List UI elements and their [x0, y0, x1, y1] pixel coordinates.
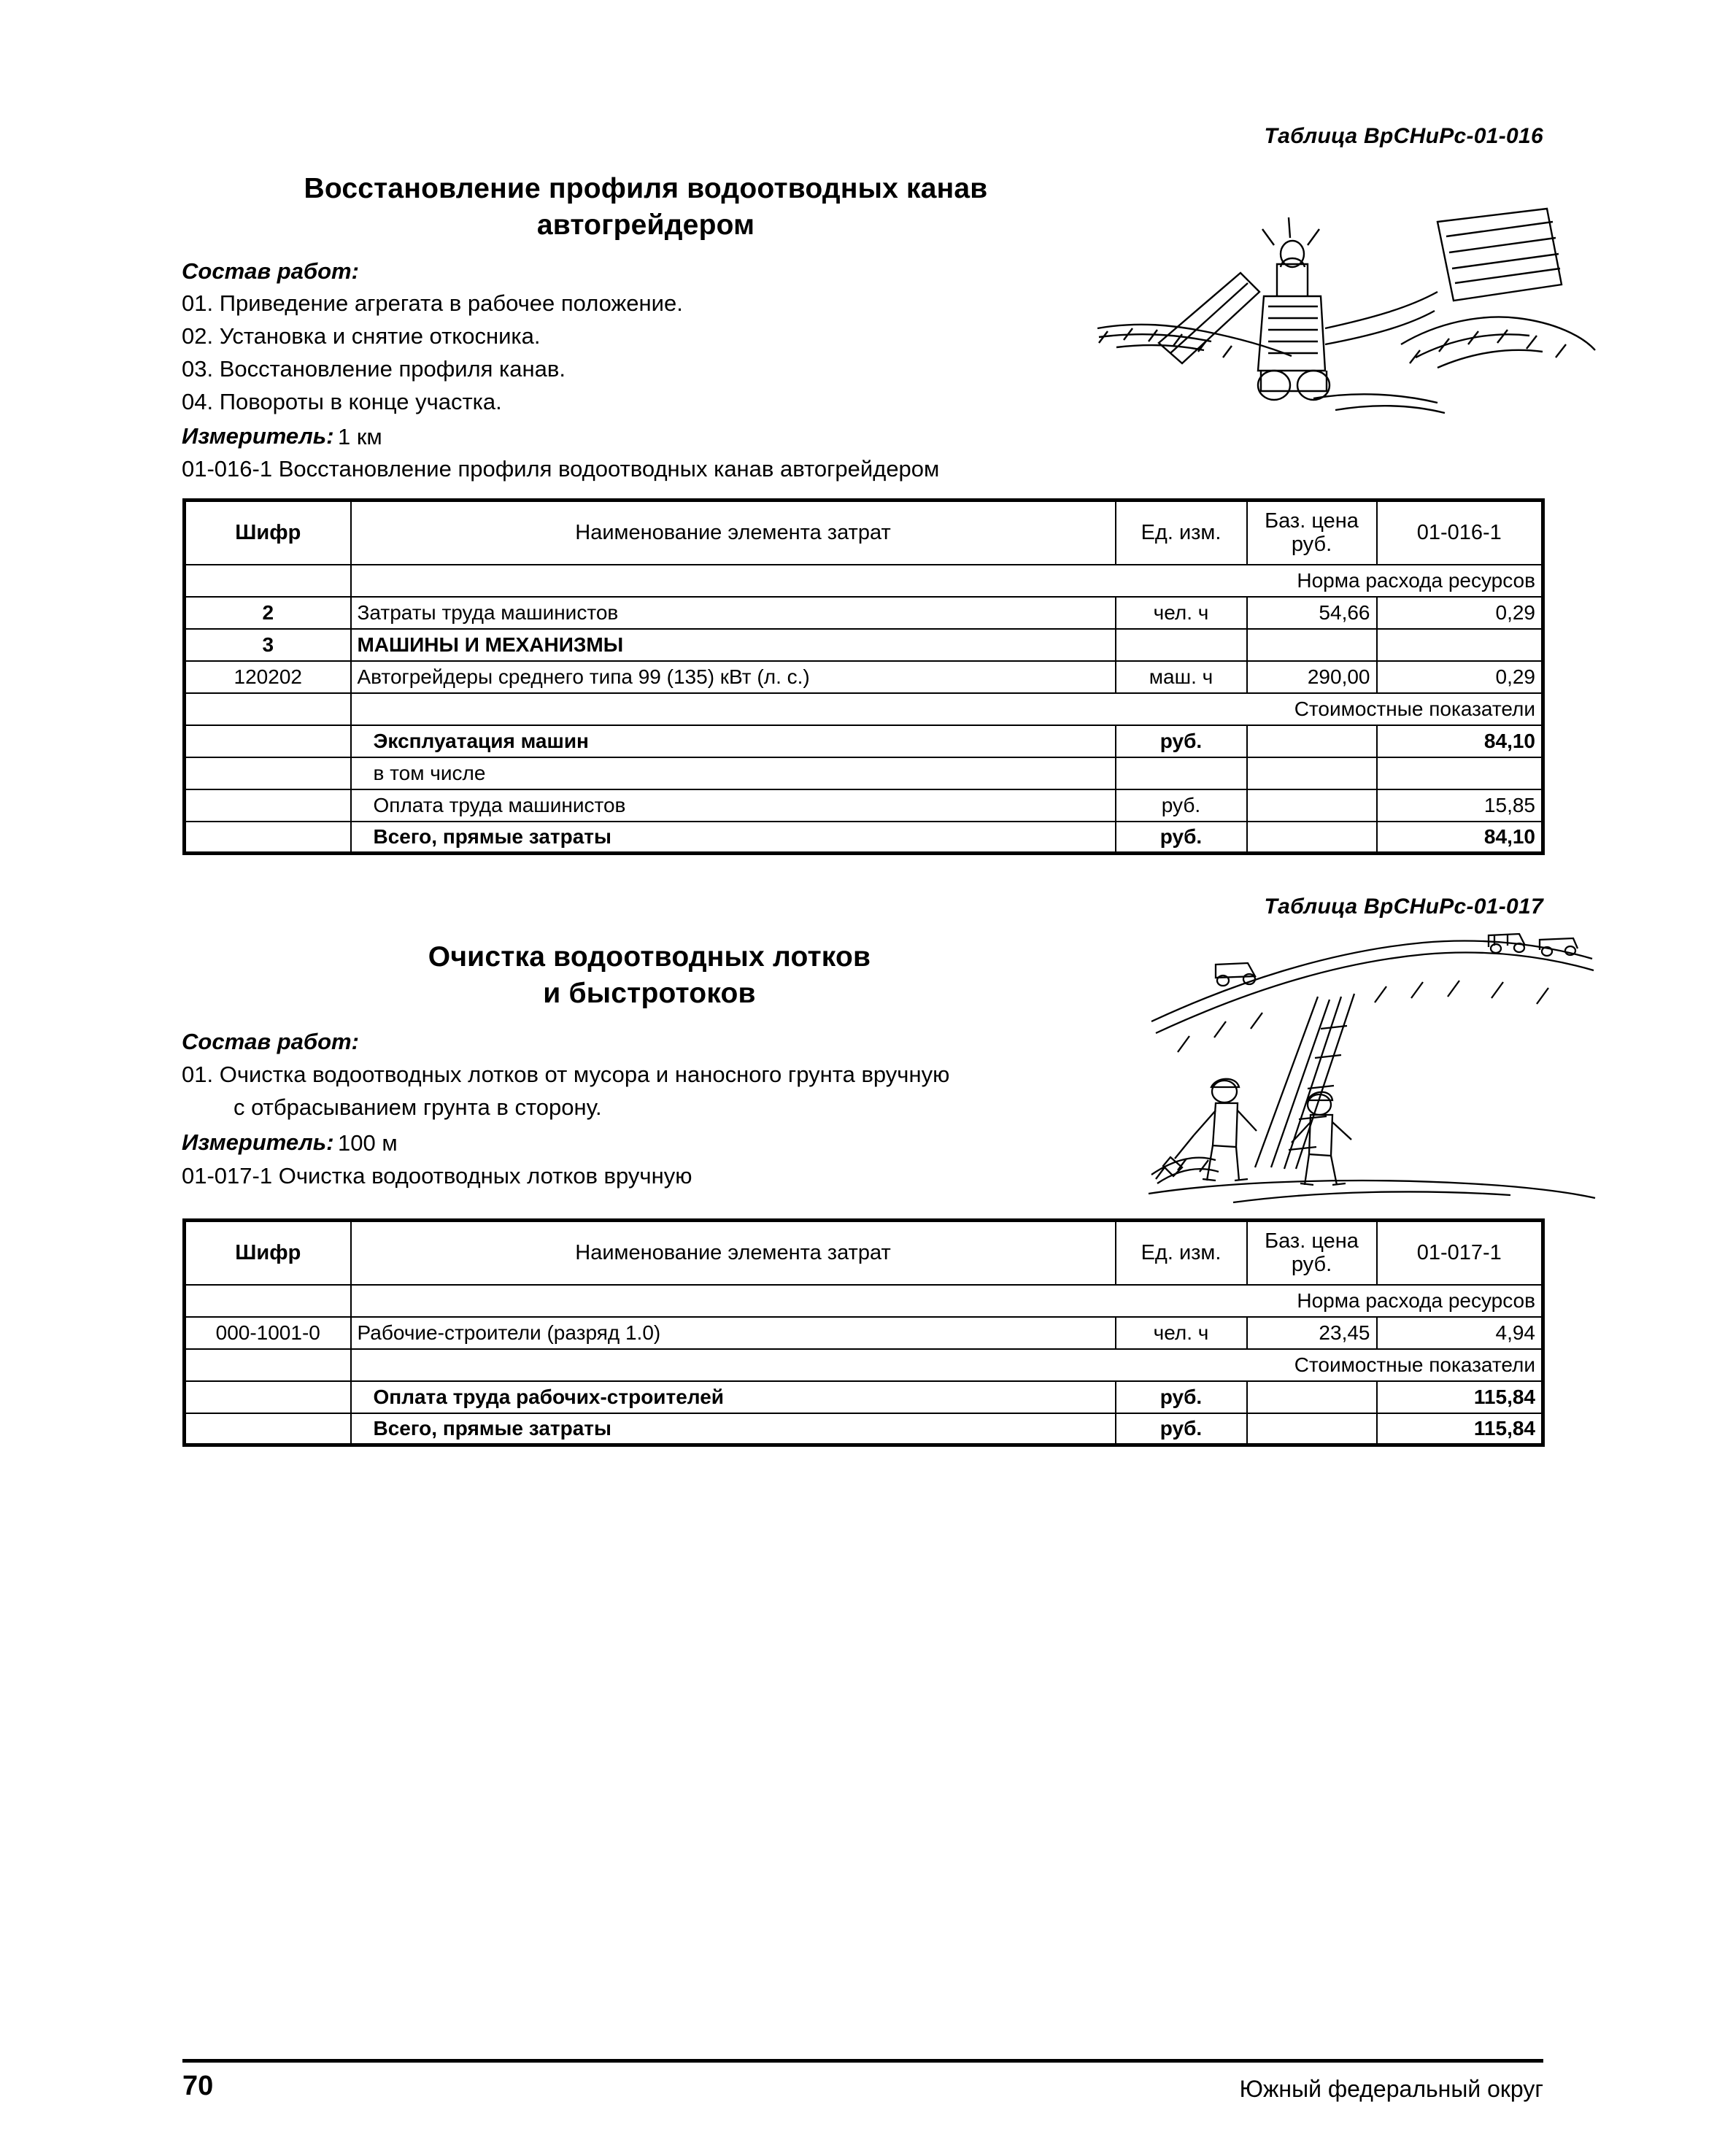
cost-value	[1377, 757, 1543, 789]
cost-price	[1247, 789, 1377, 822]
works-item-1-1: 01. Приведение агрегата в рабочее положение.	[182, 290, 683, 316]
cost-unit	[1116, 757, 1247, 789]
header-base-price	[1247, 501, 1377, 565]
band-resources-row	[185, 565, 1543, 597]
cost-row	[185, 725, 1543, 757]
band-resources-label: Норма расхода ресурсов	[351, 1285, 1543, 1317]
band-resources-row	[185, 1285, 1543, 1317]
cost-name: Оплата труда рабочих-строителей	[351, 1381, 1116, 1413]
rate-table-1	[182, 498, 1545, 855]
cost-unit: руб.	[1116, 1381, 1247, 1413]
cost-value: 15,85	[1377, 789, 1543, 822]
works-item-2-2: с отбрасыванием грунта в сторону.	[234, 1094, 602, 1120]
cost-name: Всего, прямые затраты	[351, 822, 1116, 854]
cost-spacer	[185, 822, 351, 854]
row-name: Рабочие-строители (разряд 1.0)	[351, 1317, 1116, 1349]
cost-row	[185, 822, 1543, 854]
cost-price	[1247, 1381, 1377, 1413]
table-caption-1: Таблица ВрСНиРс-01-016	[1264, 124, 1543, 148]
row-code: 2	[185, 597, 351, 629]
works-label-2: Состав работ:	[182, 1029, 359, 1054]
cost-name: в том числе	[351, 757, 1116, 789]
row-unit: чел. ч	[1116, 597, 1247, 629]
row-price: 23,45	[1247, 1317, 1377, 1349]
cost-spacer	[185, 1381, 351, 1413]
section-title-2-line2: и быстротоков	[543, 978, 756, 1009]
meter-value-2: 100 м	[338, 1130, 398, 1156]
header-unit: Ед. изм.	[1116, 501, 1247, 565]
works-item-2-1: 01. Очистка водоотводных лотков от мусора и наносного грунта вручную	[182, 1062, 950, 1087]
header-base-price-line2: руб.	[1291, 533, 1332, 557]
cost-spacer	[185, 1413, 351, 1445]
cost-spacer	[185, 789, 351, 822]
row-name: Затраты труда машинистов	[351, 597, 1116, 629]
cost-value: 115,84	[1377, 1381, 1543, 1413]
cost-price	[1247, 822, 1377, 854]
cost-value: 84,10	[1377, 822, 1543, 854]
page-number: 70	[182, 2071, 214, 2101]
cost-unit: руб.	[1116, 725, 1247, 757]
band-cost-row	[185, 1349, 1543, 1381]
cost-name: Эксплуатация машин	[351, 725, 1116, 757]
code-line-2: 01-017-1 Очистка водоотводных лотков вручную	[182, 1163, 692, 1189]
header-name: Наименование элемента затрат	[351, 501, 1116, 565]
row-code: 000-1001-0	[185, 1317, 351, 1349]
row-name: МАШИНЫ И МЕХАНИЗМЫ	[351, 629, 1116, 661]
cost-name: Оплата труда машинистов	[351, 789, 1116, 822]
code-line-1: 01-016-1 Восстановление профиля водоотводных канав автогрейдером	[182, 456, 940, 482]
band-cost-label: Стоимостные показатели	[351, 693, 1543, 725]
workers-chute-drawing	[1146, 927, 1598, 1211]
section-title-2-line1: Очистка водоотводных лотков	[428, 941, 871, 973]
cost-row	[185, 789, 1543, 822]
row-code: 3	[185, 629, 351, 661]
band-cost-label: Стоимостные показатели	[351, 1349, 1543, 1381]
cost-price	[1247, 757, 1377, 789]
table-row	[185, 597, 1543, 629]
works-label-1: Состав работ:	[182, 258, 359, 284]
table-header-row	[185, 1221, 1543, 1285]
band-cost-row	[185, 693, 1543, 725]
works-item-1-2: 02. Установка и снятие откосника.	[182, 323, 541, 349]
table-row	[185, 661, 1543, 693]
row-unit: маш. ч	[1116, 661, 1247, 693]
footer-divider	[182, 2059, 1543, 2063]
row-unit: чел. ч	[1116, 1317, 1247, 1349]
band-spacer-code	[185, 1285, 351, 1317]
meter-label-1: Измеритель:	[182, 423, 334, 449]
grader-ditch-drawing	[1095, 175, 1598, 467]
header-unit: Ед. изм.	[1116, 1221, 1247, 1285]
footer-region: Южный федеральный округ	[1239, 2076, 1543, 2102]
cost-price	[1247, 1413, 1377, 1445]
cost-unit: руб.	[1116, 789, 1247, 822]
row-price	[1247, 629, 1377, 661]
row-price: 54,66	[1247, 597, 1377, 629]
meter-label-2: Измеритель:	[182, 1129, 334, 1155]
row-value: 4,94	[1377, 1317, 1543, 1349]
row-value	[1377, 629, 1543, 661]
row-unit	[1116, 629, 1247, 661]
cost-row	[185, 1381, 1543, 1413]
header-base-price-line2: руб.	[1291, 1253, 1332, 1277]
cost-unit: руб.	[1116, 1413, 1247, 1445]
band-spacer-code	[185, 1349, 351, 1381]
cost-value: 84,10	[1377, 725, 1543, 757]
works-item-1-3: 03. Восстановление профиля канав.	[182, 356, 566, 382]
header-base-price-line1: Баз. цена	[1265, 1229, 1359, 1253]
row-code: 120202	[185, 661, 351, 693]
table-caption-2: Таблица ВрСНиРс-01-017	[1264, 895, 1543, 919]
row-value: 0,29	[1377, 597, 1543, 629]
row-price: 290,00	[1247, 661, 1377, 693]
table-row	[185, 629, 1543, 661]
cost-value: 115,84	[1377, 1413, 1543, 1445]
row-name: Автогрейдеры среднего типа 99 (135) кВт (л. с.)	[351, 661, 1116, 693]
header-code: Шифр	[185, 1221, 351, 1285]
band-spacer-code	[185, 565, 351, 597]
table-header-row	[185, 501, 1543, 565]
cost-name: Всего, прямые затраты	[351, 1413, 1116, 1445]
rate-table-2	[182, 1218, 1545, 1447]
section-title-1-line1: Восстановление профиля водоотводных канав	[304, 173, 988, 204]
cost-unit: руб.	[1116, 822, 1247, 854]
section-title-1-line2: автогрейдером	[536, 209, 755, 241]
header-column-code: 01-017-1	[1377, 1221, 1543, 1285]
cost-row	[185, 757, 1543, 789]
works-item-1-4: 04. Повороты в конце участка.	[182, 389, 502, 414]
header-name: Наименование элемента затрат	[351, 1221, 1116, 1285]
header-base-price	[1247, 1221, 1377, 1285]
cost-spacer	[185, 757, 351, 789]
header-column-code: 01-016-1	[1377, 501, 1543, 565]
meter-value-1: 1 км	[338, 424, 382, 449]
band-spacer-code	[185, 693, 351, 725]
cost-row	[185, 1413, 1543, 1445]
header-base-price-line1: Баз. цена	[1265, 509, 1359, 533]
table-row	[185, 1317, 1543, 1349]
band-resources-label: Норма расхода ресурсов	[351, 565, 1543, 597]
header-code: Шифр	[185, 501, 351, 565]
row-value: 0,29	[1377, 661, 1543, 693]
cost-price	[1247, 725, 1377, 757]
cost-spacer	[185, 725, 351, 757]
